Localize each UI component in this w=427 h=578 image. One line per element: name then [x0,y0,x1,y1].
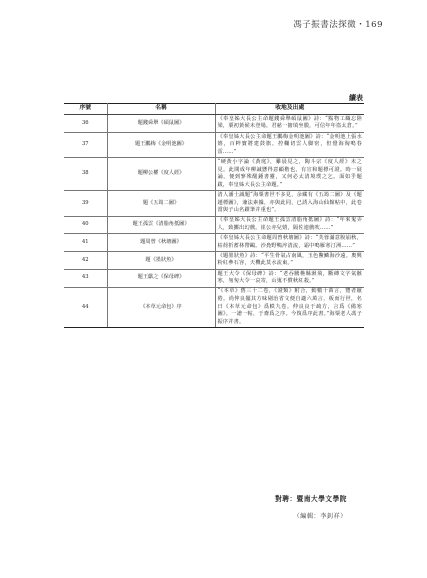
editor-credit: （編輯：李釗祥） [293,513,347,520]
header-number: 序號 [64,104,107,115]
row-source: 題王大令《保母碑》詩：“老吞騰樵縣湫飛，斷磚文字氣骸寒，匆匆大令一哀寄，山嵬不償秋紅殺。” [215,269,364,287]
table-row [64,132,364,157]
row-name: 題周曾《秋塘圖》 [107,234,215,252]
header-source: 收地及出處 [215,104,364,115]
row-name: 《本草元命包》序 [107,287,215,328]
table-row [64,191,364,216]
running-head: 馮子振書法探微・169 [293,20,383,30]
table-row [64,115,364,133]
row-name: 題王獻之《保母碑》 [107,269,215,287]
author-affiliation: 對聘：暨南大學文學院 [275,495,347,503]
table-wrapper [64,103,364,328]
row-name: 題柳公權《度人經》 [107,158,215,191]
row-number: 38 [64,158,107,191]
table-row [64,287,364,328]
row-number: 43 [64,269,107,287]
row-number: 39 [64,191,107,216]
table-row [64,216,364,234]
row-number: 44 [64,287,107,328]
row-name: 題王孤雲《清脂角抵圖》 [107,216,215,234]
table-row [64,158,364,191]
table-row [64,269,364,287]
row-number: 40 [64,216,107,234]
row-source: 《奉皇姊大長公主命題錢舜舉碩鼠圖》詩：“點物工織忘陸梁，粟初黃候未登場。君慈一搪填坐膜，可信年年盗太倉。” [215,115,364,133]
table-row [64,252,364,270]
row-source: 《奉皇姊大長公主命題周曾秋塘圖》詩：“芙蓉滿意脫崩秋，枯荷折蓄林帶鷗。沙鳧野鴨淬清流，霜中鳴雁寒汀洲……” [215,234,364,252]
row-name: 題王鵬梅《金明池圖》 [107,132,215,157]
header-name: 名稱 [107,104,215,115]
row-name: 題《墨狀魚》 [107,252,215,270]
row-number: 42 [64,252,107,270]
row-source: 《奉皇姊大長公主命題王孤雲清脂角抵圖》詩：“年來鬼弄人，致擲出幻戲。崔公亦兒嬉，隔佐連戲吹……” [215,216,364,234]
row-source: 清人潘士誠題“海粟書世不多見，余藏有《五筠二圖》及《題趙標圖》，兼法素據，亦與此同，已誘入海山仙館帖中，此卷當與子山名蹟筆并重也”。 [215,191,364,216]
table-continued-label: 續表 [349,93,363,102]
row-source: “《本草》舊三十二卷，《證類》附合，動數十萬言，覽者厭倦。尚仲良擺其方味剔治省文便自適六萬言，板而行世，名曰《本草元命包》爲帙九卷。仲良良于疏方，言爲《備寒圖》。一譜一帖，于齋爲之序。今復爲序此書。”海粟老人馮子振序并書。 [215,287,364,328]
row-number: 41 [64,234,107,252]
catalog-table [64,103,364,328]
row-source: 《題墨狀魚》詩：“平生骨氣占南風，玉色鱉鱗海沙遠。奧興粉紅參石容，天機此莫水流東。” [215,252,364,270]
row-source: 《奉皇姊大長公主命題王鵬梅金明池圖》詩：“金明池上張水嬉，百粹寶將建鼓旗。控欄切雲人脚密，但覺海淘鳴春雷……” [215,132,364,157]
table-row [64,234,364,252]
row-number: 37 [64,132,107,157]
row-name: 題《五筠二圖》 [107,191,215,216]
row-number: 36 [64,115,107,133]
row-source: “硬黃小字論《黃庭》，雞晨見之，陶斗宗《度人經》未之見。此間成年柳誠懸得意顧楷也，有宣和題標可證。時一展誦，便到寥殊醒鍾書靈，又何必太清境璞之乞。面如乎題跋，奉皇姊大長公主命題。” [215,158,364,191]
table-header-row [64,104,364,115]
row-name: 題錢舜舉《碩鼠圖》 [107,115,215,133]
